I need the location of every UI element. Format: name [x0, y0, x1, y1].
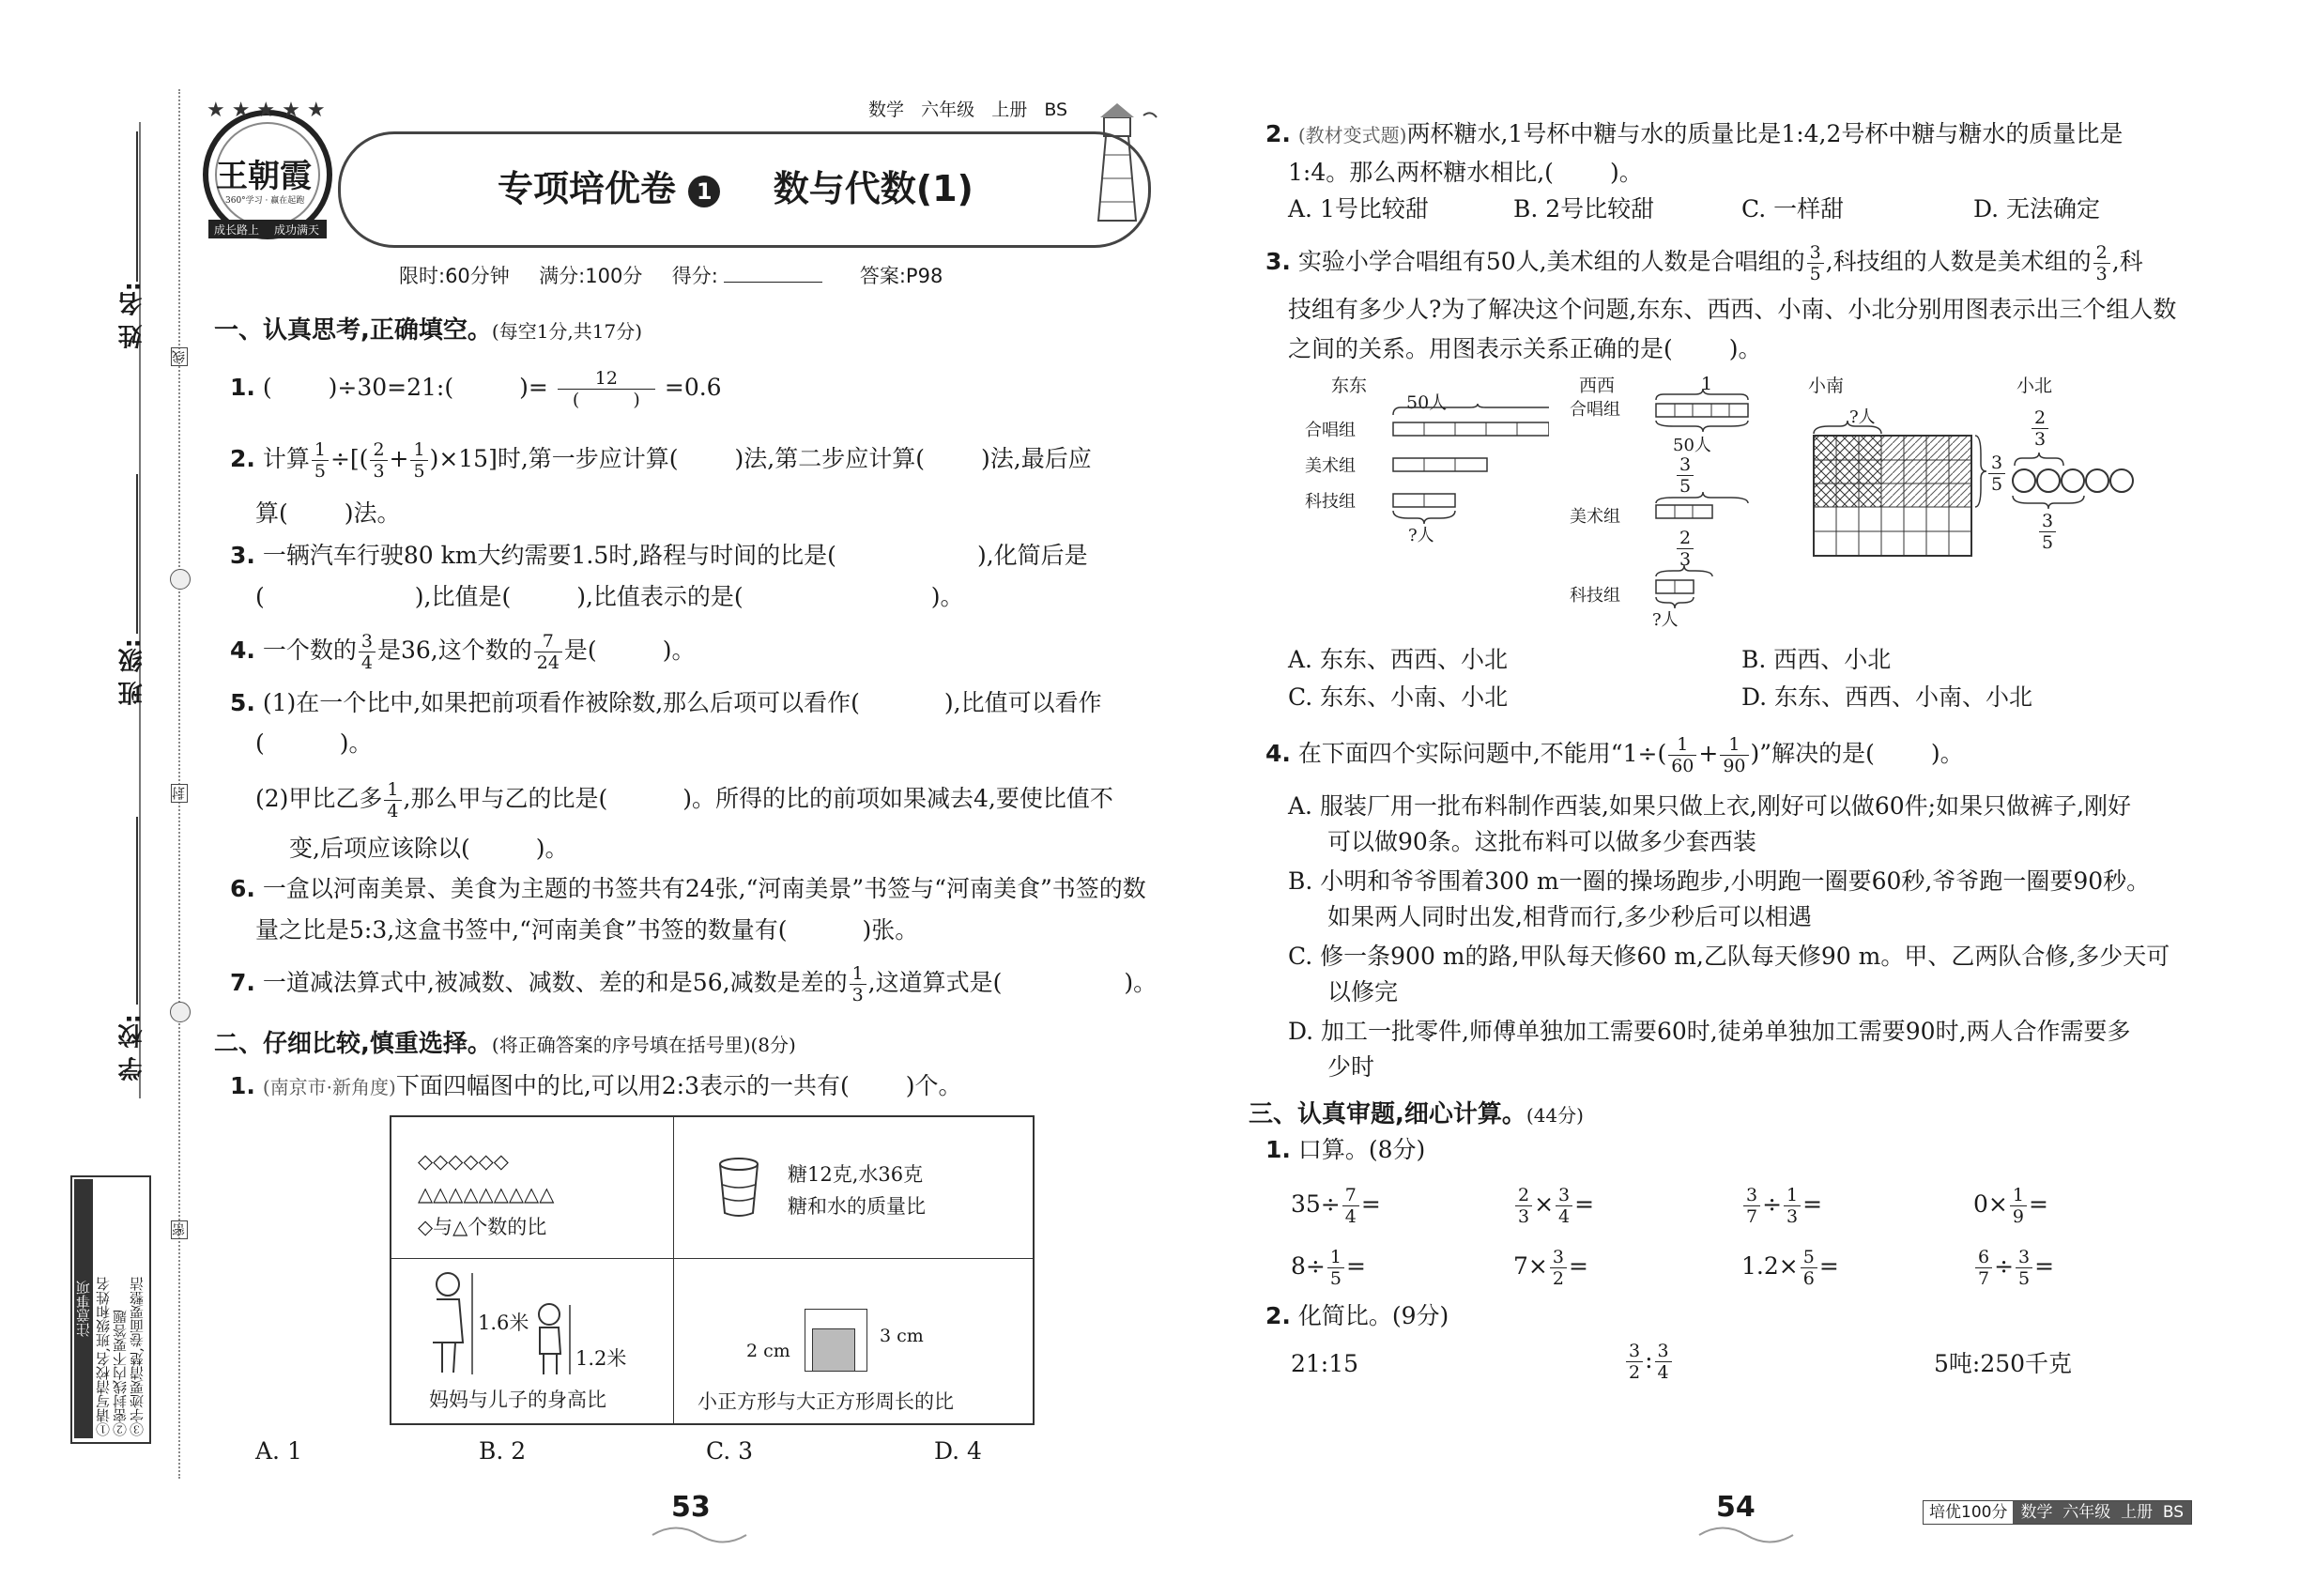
- s1-question-2-line2: 算( )法。: [255, 499, 401, 527]
- s2-q3-option-d[interactable]: D. 东东、西西、小南、小北: [1741, 683, 2033, 711]
- s1-question-6-line2: 量之比是5:3,这盒书签中,“河南美食”书签的数量有( )张。: [255, 916, 919, 944]
- logo-sub: 360°学习 · 赢在起跑: [225, 196, 305, 206]
- diagram-bottom-label: ?人: [1408, 526, 1434, 545]
- cell1-caption: ◇与△个数的比: [418, 1216, 547, 1238]
- title-main: 数与代数(1): [773, 168, 974, 209]
- cell3-caption: 妈妈与儿子的身高比: [429, 1389, 606, 1411]
- diagram-row-label: 美术组: [1305, 456, 1356, 476]
- oral-calc-item[interactable]: 1.2× $\frac{5}{6}$ =: [1741, 1247, 1839, 1289]
- logo-text: 王朝霞: [216, 158, 312, 195]
- page-flourish-icon: [1694, 1521, 1798, 1549]
- s2-q1-option-c[interactable]: C. 3: [706, 1437, 754, 1465]
- answer-blank[interactable]: ( ): [572, 390, 640, 410]
- header-meta: 数学 六年级 上册 BS: [868, 100, 1068, 120]
- answer-ref: 答案:P98: [859, 265, 943, 287]
- s2-q4-option-b[interactable]: B. 小明和爷爷围着300 m一圈的操场跑步,小明跑一圈要60秒,爷爷跑一圈要90秒。 如果两人同时出发,相背而行,多少秒后可以相遇: [1288, 867, 2151, 930]
- page-title: [498, 160, 974, 211]
- s1-question-7: 7. 一道减法算式中,被减数、减数、差的和是56,减数是差的 $\frac{1}{3}$ ,这道算式是( )。: [230, 963, 1158, 1005]
- page-number-left: 53: [671, 1491, 711, 1524]
- s2-question-3-line3: 之间的关系。用图表示关系正确的是( )。: [1288, 335, 1762, 362]
- notice-item: ②密封线内不要答题: [112, 1310, 129, 1436]
- diagram-xixi: 西西 1 合唱组 50人 $\frac{3}{5}$ 美术组 $\frac{2}{3}$ 科技组 ?人: [1570, 368, 1757, 650]
- page-number-right: 54: [1716, 1491, 1756, 1524]
- s2-question-4: 4. 在下面四个实际问题中,不能用“1÷( $\frac{1}{60}$ + $\frac{1}{90}$ )”解决的是( )。: [1265, 734, 1964, 776]
- binding-hole-icon: [170, 569, 191, 590]
- oral-calc-item[interactable]: $\frac{6}{7}$ ÷ $\frac{3}{5}$ =: [1973, 1247, 2054, 1289]
- s1-question-3: 3. 一辆汽车行驶80 km大约需要1.5时,路程与时间的比是( ),化简后是: [230, 542, 1088, 569]
- name-field[interactable]: [136, 131, 138, 282]
- shapes-diamonds: ◇◇◇◇◇◇: [418, 1150, 509, 1173]
- s3-question-1: 1. 口算。(8分): [1265, 1136, 1426, 1163]
- s2-question-2-line2: 1:4。那么两杯糖水相比,( )。: [1288, 159, 1643, 186]
- s1-question-4: 4. 一个数的 $\frac{3}{4}$ 是36,这个数的 $\frac{7}{24}$ 是( )。: [230, 631, 696, 673]
- section1-title: 一、认真思考,正确填空。: [214, 316, 492, 345]
- s3-question-2: 2. 化简比。(9分): [1265, 1302, 1449, 1329]
- ratio-simplify-item[interactable]: 5吨:250千克: [1934, 1350, 2073, 1377]
- exam-info: [399, 258, 943, 294]
- lighthouse-icon: [1070, 99, 1164, 230]
- s2-q2-option-c[interactable]: C. 一样甜: [1741, 195, 1845, 223]
- s2-q2-option-b[interactable]: B. 2号比较甜: [1513, 195, 1655, 223]
- section3-title: 三、认真审题,细心计算。: [1249, 1100, 1526, 1128]
- s1-question-5: 5. (1)在一个比中,如果把前项看作被除数,那么后项可以看作( ),比值可以看作: [230, 689, 1102, 716]
- s1-question-3-line2: ( ),比值是( ),比值表示的是( )。: [255, 583, 964, 610]
- s2-question-1: 1. (南京市·新角度)下面四幅图中的比,可以用2:3表示的一共有( )个。: [230, 1072, 962, 1099]
- s2-q2-option-a[interactable]: A. 1号比较甜: [1288, 195, 1429, 223]
- section2-heading: [214, 1026, 796, 1063]
- s2-q3-option-c[interactable]: C. 东东、小南、小北: [1288, 683, 1509, 711]
- binding-hole-icon: [170, 1002, 191, 1022]
- name-label: 姓 名:: [118, 282, 146, 349]
- binding-tag: 线: [171, 347, 188, 366]
- notice-title: 注意事项: [74, 1179, 93, 1438]
- s1-question-6: 6. 一盒以河南美景、美食为主题的书签共有24张,“河南美景”书签与“河南美食”书签的数: [230, 875, 1146, 902]
- logo-ribbon-left: 成长路上: [214, 223, 260, 237]
- s1-question-5-line2: ( )。: [255, 729, 373, 757]
- title-number-badge: 1: [688, 176, 720, 207]
- ratio-picture-grid: [390, 1115, 1035, 1425]
- score-input[interactable]: [724, 282, 822, 283]
- diagram-bottom-label: ?人: [1652, 610, 1679, 630]
- section2-note: (将正确答案的序号填在括号里)(8分): [491, 1034, 796, 1056]
- diagram-top-label: 1: [1701, 374, 1713, 394]
- binding-tag: 密: [171, 1220, 188, 1239]
- large-square: [805, 1309, 867, 1372]
- notice-item: ①请写清校名,班级和姓名: [95, 1277, 112, 1436]
- large-square-side: 3 cm: [880, 1326, 924, 1346]
- page-flourish-icon: [648, 1521, 751, 1549]
- s2-question-2: 2. (教材变式题)两杯糖水,1号杯中糖与水的质量比是1:4,2号杯中糖与糖水的质量比是: [1265, 120, 2124, 147]
- oral-calc-item[interactable]: $\frac{3}{7}$ ÷ $\frac{1}{3}$ =: [1741, 1185, 1822, 1227]
- oral-calc-item[interactable]: 35÷ $\frac{7}{4}$ =: [1291, 1185, 1381, 1227]
- section2-title: 二、仔细比较,慎重选择。: [214, 1030, 492, 1058]
- circles-model-icon: [2009, 368, 2150, 565]
- s2-q1-option-d[interactable]: D. 4: [934, 1437, 982, 1465]
- s2-q4-option-d[interactable]: D. 加工一批零件,师傅单独加工需要60时,徒弟单独加工需要90时,两人合作需要多 少时: [1288, 1018, 2131, 1081]
- logo: [188, 101, 347, 247]
- diagram-row-label: 科技组: [1570, 586, 1620, 606]
- svg-text:★ ★ ★ ★ ★: ★ ★ ★ ★ ★: [207, 101, 326, 122]
- section1-heading: [214, 313, 642, 349]
- s1-question-2: 2. 计算 $\frac{1}{5}$ ÷[( $\frac{2}{3}$ + $\frac{1}{5}$ )×15]时,第一步应计算( )法,第二步应计算( )法,最后应: [230, 439, 1092, 482]
- s2-q1-option-a[interactable]: A. 1: [255, 1437, 302, 1465]
- cup-icon: [715, 1155, 762, 1220]
- class-field[interactable]: [136, 474, 138, 634]
- oral-calc-item[interactable]: 0× $\frac{1}{9}$ =: [1973, 1185, 2048, 1227]
- small-square-side: 2 cm: [746, 1341, 790, 1361]
- time-limit: 限时:60分钟: [399, 265, 510, 287]
- s2-q4-option-a[interactable]: A. 服装厂用一批布料制作西装,如果只做上衣,刚好可以做60件;如果只做裤子,刚好 可以做90条。这批布料可以做多少套西装: [1288, 792, 2132, 855]
- s1-question-5-part2-line2: 变,后项应该除以( )。: [289, 835, 569, 862]
- notice-box: [70, 1175, 151, 1444]
- oral-calc-item[interactable]: 7× $\frac{3}{2}$ =: [1513, 1247, 1588, 1289]
- diagram-top-label: ?人: [1849, 407, 1876, 427]
- logo-ribbon-right: 成功满天: [274, 223, 320, 237]
- diagram-row-label: 美术组: [1570, 507, 1620, 527]
- binding-solid-line: [139, 122, 141, 1098]
- s2-q4-option-c[interactable]: C. 修一条900 m的路,甲队每天修60 m,乙队每天修90 m。甲、乙两队合修,多少天可 以修完: [1288, 943, 2170, 1005]
- cell2-caption: 糖和水的质量比: [788, 1195, 926, 1218]
- oral-calc-item[interactable]: 8÷ $\frac{1}{5}$ =: [1291, 1247, 1366, 1289]
- full-score: 满分:100分: [539, 265, 643, 287]
- s1-question-5-part2: (2)甲比乙多 $\frac{1}{4}$ ,那么甲与乙的比是( )。所得的比的前项如果减去4,要使比值不: [255, 779, 1113, 821]
- grid-model-icon: [1802, 368, 2009, 565]
- title-prefix: 专项培优卷: [498, 168, 677, 209]
- diagram-name: 西西: [1579, 376, 1616, 396]
- class-label: 班 级:: [118, 638, 146, 706]
- s2-question-3: 3. 实验小学合唱组有50人,美术组的人数是合唱组的 $\frac{3}{5}$ ,科技组的人数是美术组的 $\frac{2}{3}$ ,科: [1265, 242, 2143, 284]
- diagram-name: 小南: [1808, 376, 1845, 396]
- diagram-name: 东东: [1331, 376, 1368, 396]
- score-label: 得分:: [671, 265, 718, 287]
- oral-calc-item[interactable]: $\frac{2}{3}$ × $\frac{3}{4}$ =: [1513, 1185, 1594, 1227]
- diagram-xiaobei: 小北 $\frac{2}{3}$ $\frac{3}{5}$: [2009, 368, 2150, 565]
- footer-series-tag: 培优100分 数学 六年级 上册 BS: [1923, 1500, 2192, 1525]
- mother-height: 1.6米: [478, 1312, 529, 1334]
- notice-item: ③字迹要清楚,卷面要整洁: [129, 1277, 146, 1436]
- diagram-row-label: 科技组: [1305, 492, 1356, 512]
- binding-tag: 封: [171, 784, 188, 803]
- section1-note: (每空1分,共17分): [491, 320, 643, 343]
- son-height: 1.2米: [575, 1347, 627, 1370]
- s2-q2-option-d[interactable]: D. 无法确定: [1973, 195, 2101, 223]
- school-label: 学 校:: [118, 1014, 146, 1082]
- s1-question-1: 1. ( )÷30=21:( )= $\frac{12}{( )}$ =0.6: [230, 368, 722, 410]
- school-field[interactable]: [136, 817, 138, 1005]
- diagram-name: 小北: [2016, 376, 2053, 396]
- diagram-row-label: 合唱组: [1570, 400, 1620, 420]
- section3-heading: [1249, 1097, 1584, 1133]
- cell4-caption: 小正方形与大正方形周长的比: [698, 1390, 954, 1413]
- cell2-line1: 糖12克,水36克: [788, 1163, 924, 1186]
- s2-q1-option-b[interactable]: B. 2: [479, 1437, 527, 1465]
- diagram-xiaonan: 小南 ?人 $\frac{3}{5}$: [1802, 368, 2009, 565]
- ratio-simplify-item[interactable]: 21:15: [1291, 1350, 1359, 1377]
- diagram-row-label: 合唱组: [1305, 421, 1356, 440]
- s2-q3-option-b[interactable]: B. 西西、小北: [1741, 646, 1892, 673]
- section3-note: (44分): [1526, 1104, 1584, 1127]
- diagram-top-label: 50人: [1406, 392, 1448, 413]
- s2-question-3-line2: 技组有多少人?为了解决这个问题,东东、西西、小南、小北分别用图表示出三个组人数: [1288, 296, 2177, 323]
- s2-q3-option-a[interactable]: A. 东东、西西、小北: [1288, 646, 1508, 673]
- diagram-dongdong: [1305, 368, 1549, 556]
- ratio-simplify-item[interactable]: $\frac{3}{2}$ : $\frac{3}{4}$: [1624, 1341, 1674, 1383]
- shapes-triangles: △△△△△△△△△: [418, 1183, 555, 1205]
- diagram-mid-label: 50人: [1673, 436, 1711, 455]
